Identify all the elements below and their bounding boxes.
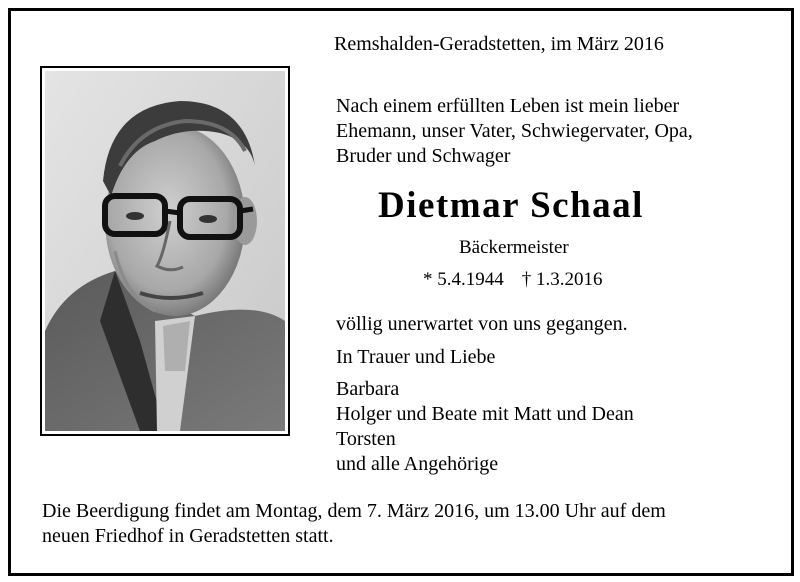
- place-date: Remshalden-Geradstetten, im März 2016: [334, 33, 664, 55]
- family-member: Holger und Beate mit Matt und Dean: [336, 403, 634, 425]
- family-member: Torsten: [336, 428, 396, 450]
- funeral-line: Die Beerdigung findet am Montag, dem 7. März 2016, um 13.00 Uhr auf dem: [42, 500, 666, 522]
- deceased-name: Dietmar Schaal: [378, 185, 644, 226]
- funeral-line: neuen Friedhof in Geradstetten statt.: [42, 525, 334, 547]
- intro-line: Ehemann, unser Vater, Schwiegervater, Opa,: [336, 120, 693, 142]
- intro-text: [336, 94, 693, 169]
- death-date: † 1.3.2016: [521, 269, 603, 290]
- portrait-image: [45, 71, 285, 431]
- family-list: [336, 377, 634, 477]
- family-member: Barbara: [336, 378, 400, 400]
- intro-line: Nach einem erfüllten Leben ist mein lieber: [336, 95, 680, 117]
- intro-line: Bruder und Schwager: [336, 145, 511, 167]
- portrait-photo: [40, 66, 290, 436]
- passing-text: völlig unerwartet von uns gegangen.: [336, 313, 628, 335]
- family-member: und alle Angehörige: [336, 453, 499, 475]
- life-dates: [423, 267, 603, 292]
- mourning-text: In Trauer und Liebe: [336, 346, 496, 368]
- profession: Bäckermeister: [459, 237, 569, 258]
- funeral-info: [42, 499, 666, 549]
- birth-date: * 5.4.1944: [423, 269, 504, 290]
